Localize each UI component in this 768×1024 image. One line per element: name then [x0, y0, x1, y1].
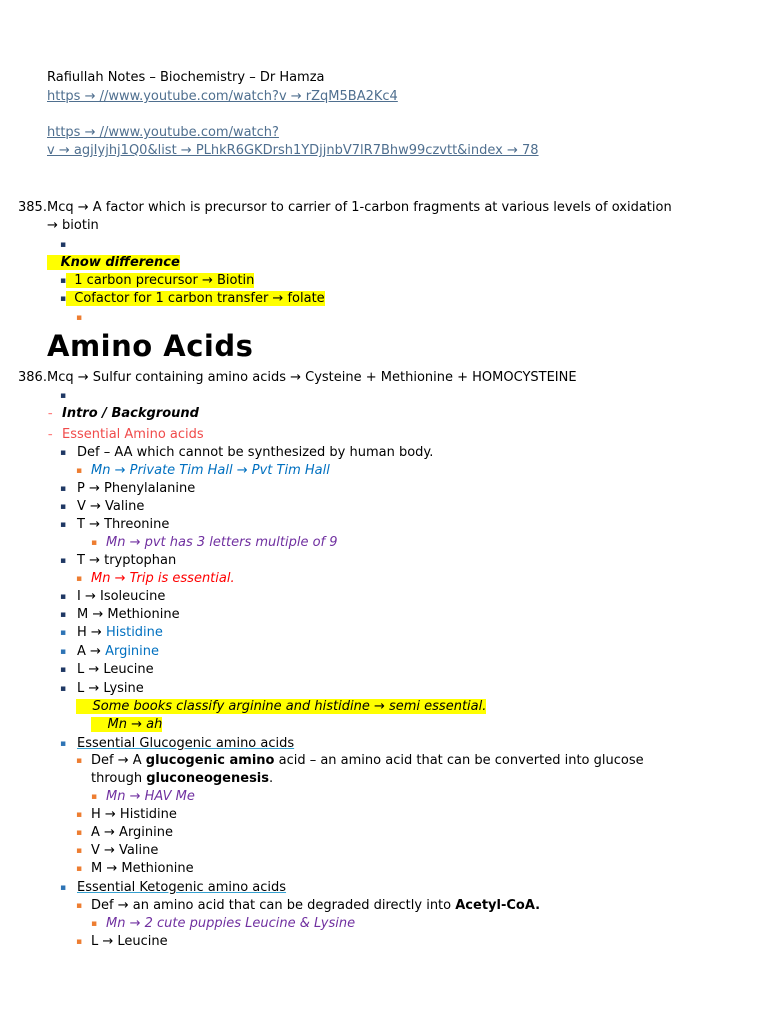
essential-v: V → Valine — [77, 499, 145, 514]
sub-bullet-icon: ▪ — [76, 466, 83, 476]
notes-title: Rafiullah Notes – Biochemistry – Dr Hamza — [47, 70, 325, 85]
bullet-icon: ▪ — [60, 520, 67, 530]
bullet-icon: ▪ — [60, 592, 67, 602]
bullet-icon: ▪ — [60, 684, 67, 694]
mcq-386-number: 386. — [18, 370, 47, 385]
glucogenic-heading: Essential Glucogenic amino acids — [77, 736, 295, 751]
bullet-icon: ▪ — [60, 647, 67, 657]
mcq-385-answer: → biotin — [47, 218, 99, 233]
essential-l1: L → Leucine — [77, 662, 154, 677]
sub-bullet-icon: ▪ — [76, 574, 83, 584]
essential-i: I → Isoleucine — [77, 589, 166, 604]
glucogenic-def-cont: through gluconeogenesis. — [91, 771, 274, 786]
glucogenic-mnemonic: Mn → HAV Me — [106, 789, 195, 804]
mnemonic-2: Mn → pvt has 3 letters multiple of 9 — [106, 535, 338, 550]
sub-sub-bullet-icon: ▪ — [91, 792, 98, 802]
youtube-link-2-line1[interactable]: https → //www.youtube.com/watch? — [47, 125, 279, 140]
youtube-link-1[interactable]: https → //www.youtube.com/watch?v → rZqM5BA2Kc4 — [47, 89, 398, 104]
essential-a: A → Arginine — [77, 644, 160, 659]
mnemonic-ah: Mn → ah — [91, 716, 162, 734]
sub-bullet-icon: ▪ — [76, 828, 83, 838]
sub-sub-bullet-icon: ▪ — [91, 919, 98, 929]
mnemonic-1: Mn → Private Tim Hall → Pvt Tim Hall — [91, 463, 330, 478]
glucogenic-def: Def → A glucogenic amino acid – an amino acid that can be converted into glucose — [91, 753, 644, 768]
mcq-385-number: 385. — [18, 200, 47, 215]
dash-bullet: – — [48, 430, 53, 440]
ketogenic-mnemonic: Mn → 2 cute puppies Leucine & Lysine — [106, 916, 356, 931]
dash-bullet: – — [48, 409, 53, 419]
know-difference-item-2: Cofactor for 1 carbon transfer → folate — [66, 290, 325, 308]
empty-bullet: ▪ — [60, 391, 67, 401]
essential-m: M → Methionine — [77, 607, 180, 622]
glucogenic-a: A → Arginine — [91, 825, 174, 840]
essential-h: H → Histidine — [77, 625, 163, 640]
empty-sub-bullet: ▪ — [76, 313, 83, 323]
empty-bullet: ▪ — [60, 240, 67, 250]
intro-heading: Intro / Background — [62, 406, 199, 421]
bullet-icon: ▪ — [60, 484, 67, 494]
bullet-icon: ▪ — [60, 610, 67, 620]
bullet-icon: ▪ — [60, 883, 67, 893]
glucogenic-h: H → Histidine — [91, 807, 177, 822]
glucogenic-m: M → Methionine — [91, 861, 194, 876]
sub-bullet-icon: ▪ — [76, 756, 83, 766]
sub-bullet-icon: ▪ — [76, 810, 83, 820]
sub-bullet-icon: ▪ — [76, 864, 83, 874]
bullet-icon: ▪ — [60, 665, 67, 675]
know-difference-heading: Know difference — [47, 254, 180, 272]
mnemonic-3: Mn → Trip is essential. — [91, 571, 235, 586]
bullet-icon: ▪ — [60, 628, 67, 638]
section-title: Amino Acids — [47, 329, 254, 363]
youtube-link-2-line2[interactable]: v → agjIyjhj1Q0&list → PLhkR6GKDrsh1YDjjnbV7lR7Bhw99czvtt&index → 78 — [47, 143, 539, 158]
bullet-icon: ▪ — [60, 502, 67, 512]
ketogenic-heading: Essential Ketogenic amino acids — [77, 880, 287, 895]
bullet-icon: ▪ — [60, 739, 67, 749]
sub-bullet-icon: ▪ — [76, 901, 83, 911]
essential-t2: T → tryptophan — [77, 553, 177, 568]
essential-heading: Essential Amino acids — [62, 427, 204, 442]
glucogenic-v: V → Valine — [91, 843, 159, 858]
bullet-icon: ▪ — [60, 556, 67, 566]
essential-p: P → Phenylalanine — [77, 481, 196, 496]
bullet-icon: ▪ — [60, 276, 67, 286]
know-difference-item-1: 1 carbon precursor → Biotin — [66, 272, 254, 290]
sub-sub-bullet-icon: ▪ — [91, 538, 98, 548]
sub-bullet-icon: ▪ — [76, 937, 83, 947]
bullet-icon: ▪ — [60, 448, 67, 458]
mcq-386-question: Mcq → Sulfur containing amino acids → Cysteine + Methionine + HOMOCYSTEINE — [47, 370, 577, 385]
semi-essential-note: Some books classify arginine and histidine → semi essential. — [76, 698, 486, 716]
bullet-icon: ▪ — [60, 294, 67, 304]
mcq-385-question: Mcq → A factor which is precursor to carrier of 1-carbon fragments at various levels of oxidation — [47, 200, 672, 215]
sub-bullet-icon: ▪ — [76, 846, 83, 856]
essential-l2: L → Lysine — [77, 681, 144, 696]
essential-t1: T → Threonine — [77, 517, 170, 532]
ketogenic-def: Def → an amino acid that can be degraded directly into Acetyl-CoA. — [91, 898, 541, 913]
ketogenic-l: L → Leucine — [91, 934, 168, 949]
essential-def: Def – AA which cannot be synthesized by human body. — [77, 445, 434, 460]
